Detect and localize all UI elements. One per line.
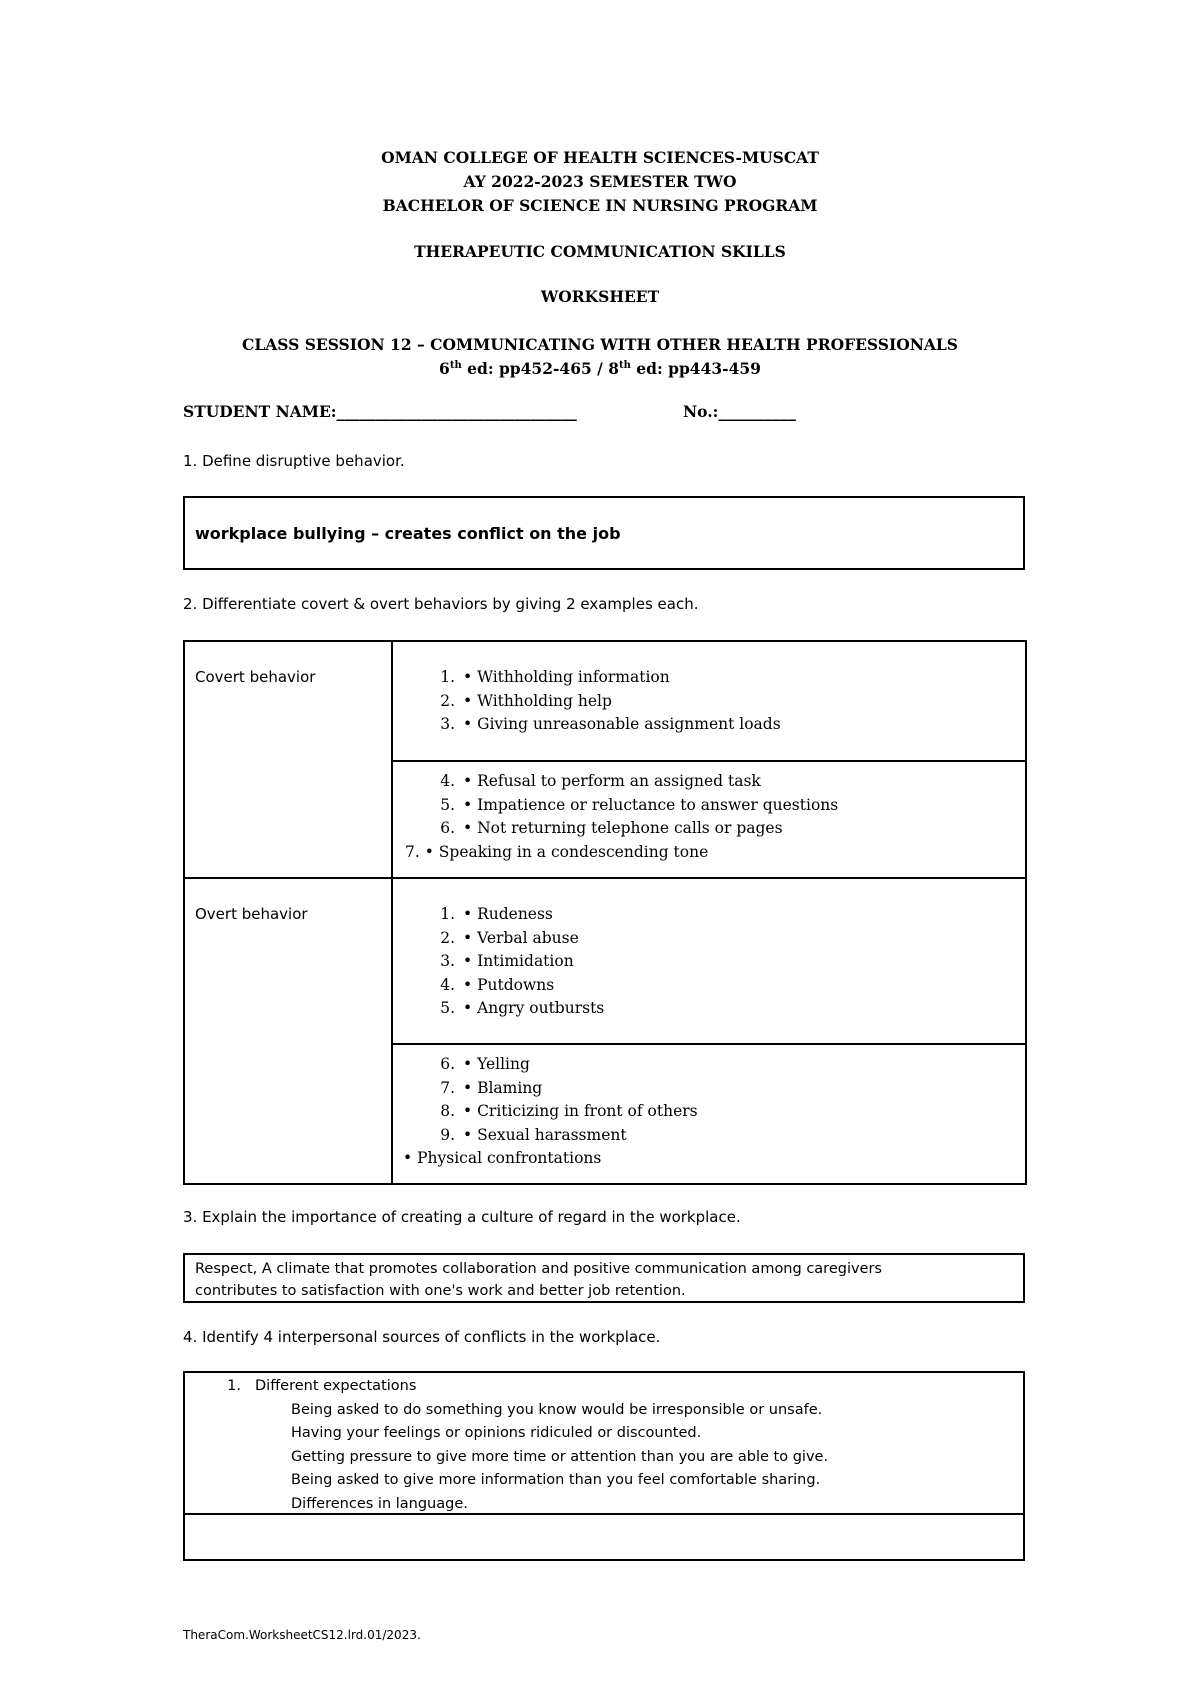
question-3: 3. Explain the importance of creating a culture of regard in the workplace.: [183, 1208, 741, 1226]
session-title: CLASS SESSION 12 – COMMUNICATING WITH OTHER HEALTH PROFESSIONALS: [241, 335, 959, 354]
student-number-field[interactable]: No.:__________: [683, 402, 796, 421]
conflict-source-title: 1. Different expectations: [227, 1378, 417, 1394]
ref-edition-2-suffix: th: [619, 359, 631, 371]
overt-cell-a: [392, 878, 1026, 1044]
list-item: 1. • Withholding information: [440, 668, 670, 686]
institution-name: OMAN COLLEGE OF HEALTH SCIENCES-MUSCAT: [381, 148, 819, 167]
answer-box-3: [183, 1253, 1025, 1303]
conflict-subitem: Differences in language.: [291, 1495, 468, 1512]
question-1: 1. Define disruptive behavior.: [183, 452, 405, 470]
covert-label: Covert behavior: [184, 641, 392, 878]
student-name-field[interactable]: STUDENT NAME:_______________________________: [183, 402, 577, 421]
list-item: 6. • Not returning telephone calls or pages: [440, 819, 783, 837]
course-title: THERAPEUTIC COMMUNICATION SKILLS: [414, 242, 786, 261]
answer-box-1: [183, 496, 1025, 570]
overt-cell-b: [392, 1044, 1026, 1184]
list-item: 3. • Intimidation: [440, 952, 574, 970]
question-2: 2. Differentiate covert & overt behaviors by giving 2 examples each.: [183, 595, 699, 613]
list-item: 2. • Withholding help: [440, 691, 612, 710]
question-4: 4. Identify 4 interpersonal sources of conflicts in the workplace.: [183, 1328, 661, 1346]
list-item: 7. • Speaking in a condescending tone: [405, 842, 709, 861]
ref-edition-2-pages: ed: pp443-459: [630, 359, 761, 378]
list-item: 4. • Refusal to perform an assigned task: [440, 772, 761, 790]
list-item: 6. • Yelling: [440, 1055, 530, 1073]
textbook-reference: [0, 357, 1200, 381]
ref-edition-1-suffix: th: [449, 359, 462, 371]
conflict-subitem: Being asked to do something you know would be irresponsible or unsafe.: [291, 1401, 823, 1418]
ref-edition-1: 6: [439, 359, 450, 378]
list-item: 4. • Putdowns: [440, 975, 555, 994]
list-item: 3. • Giving unreasonable assignment loads: [440, 715, 781, 733]
conflict-subitem: Getting pressure to give more time or attention than you are able to give.: [291, 1448, 829, 1465]
program-name: BACHELOR OF SCIENCE IN NURSING PROGRAM: [382, 196, 818, 215]
answer-box-4b[interactable]: [183, 1513, 1025, 1561]
list-item: 5. • Angry outbursts: [440, 999, 605, 1017]
academic-year: AY 2022-2023 SEMESTER TWO: [463, 172, 737, 191]
answer-3-line-2: contributes to satisfaction with one's work and better job retention.: [195, 1283, 686, 1299]
answer-1-text: workplace bullying – creates conflict on the job: [195, 524, 621, 543]
answer-box-4a: [183, 1371, 1025, 1515]
conflict-subitem: Being asked to give more information than you feel comfortable sharing.: [291, 1472, 821, 1488]
list-item: 2. • Verbal abuse: [440, 928, 579, 947]
list-item: 8. • Criticizing in front of others: [440, 1102, 698, 1120]
answer-3-line-1: Respect, A climate that promotes collaboration and positive communication among caregivers: [195, 1261, 882, 1277]
list-item: 1. • Rudeness: [440, 905, 553, 923]
conflict-source-1: [185, 1375, 828, 1516]
list-item: 9. • Sexual harassment: [440, 1125, 627, 1144]
list-item: 5. • Impatience or reluctance to answer questions: [440, 795, 839, 814]
covert-cell-b: [392, 761, 1026, 878]
overt-label: Overt behavior: [184, 878, 392, 1184]
document-code: TheraCom.WorksheetCS12.lrd.01/2023.: [183, 1628, 421, 1642]
list-item: • Physical confrontations: [403, 1149, 602, 1167]
covert-cell-a: [392, 641, 1026, 761]
ref-edition-1-pages: ed: pp452-465 / 8: [461, 359, 620, 378]
conflict-subitem: Having your feelings or opinions ridiculed or discounted.: [291, 1425, 702, 1441]
document-type: WORKSHEET: [540, 287, 660, 306]
list-item: 7. • Blaming: [440, 1078, 543, 1097]
behavior-table: [183, 640, 1027, 1185]
